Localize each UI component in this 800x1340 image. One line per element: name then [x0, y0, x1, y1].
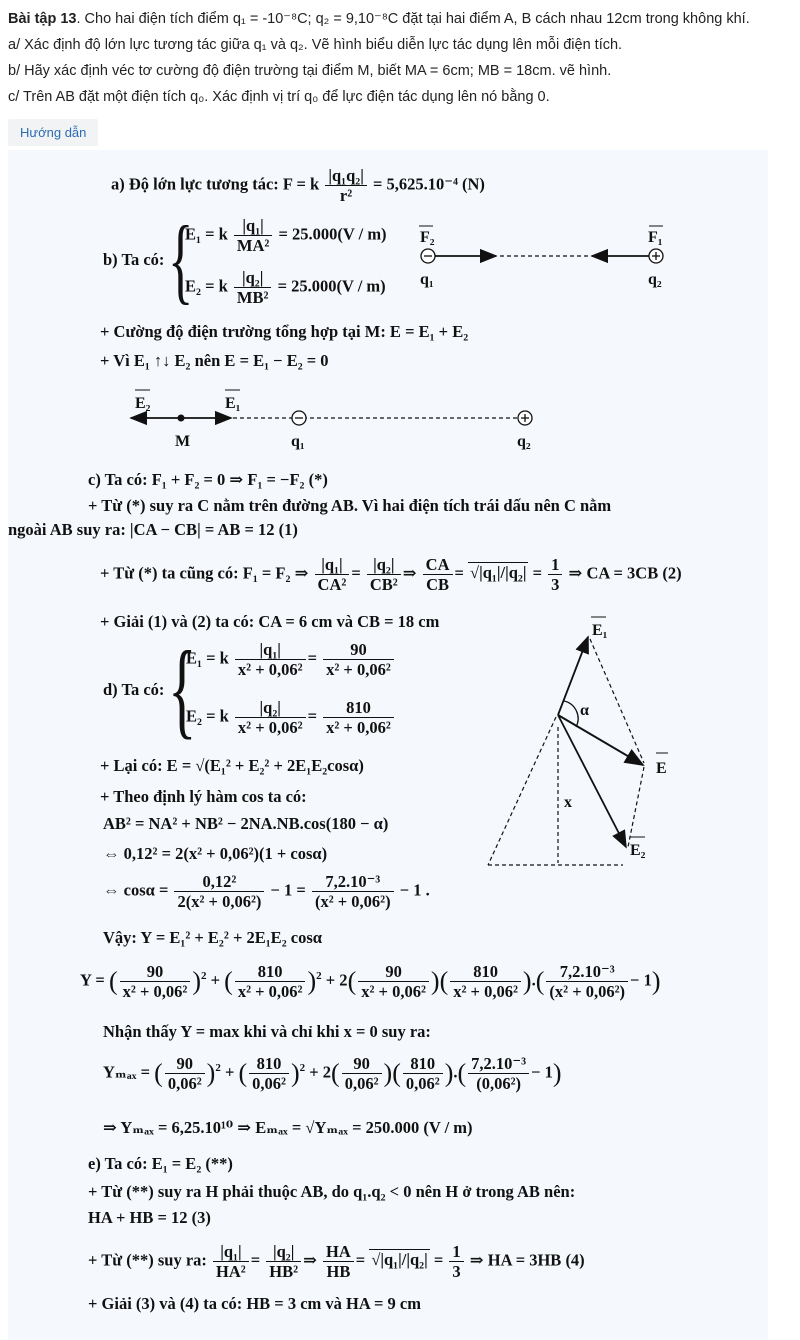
fraction: $\frac{\text{|q₁q₂|}}{\text{r²}}$	[325, 166, 367, 205]
solution-panel	[8, 150, 768, 1340]
solution-b-e1: E₁ = k $\frac{\text{|q₁|}}{\text{MA²}}$ = 25.000(V / m)	[185, 216, 387, 255]
label-m: M	[175, 433, 191, 450]
solution-c-line3: ngoài AB suy ra: |CA − CB| = AB = 12 (1)	[8, 520, 298, 539]
label-alpha: α	[580, 702, 589, 719]
solution-d-e1: E₁ = k $\frac{\text{|q₁|}}{\text{x² + 0,06²}}$ = $\frac{90}{\text{x² + 0,06²}}$	[186, 640, 396, 679]
problem-line-2: a/ Xác định độ lớn lực tương tác giữa q₁ và q₂. Vẽ hình biểu diễn lực tác dụng lên mỗi điện tích.	[8, 37, 623, 53]
label-e1: E₁	[592, 622, 608, 639]
label-q1: q₁	[420, 271, 434, 288]
solution-b-label: b) Ta có:	[103, 250, 165, 269]
problem-line-3: b/ Hãy xác định véc tơ cường độ điện trường tại điểm M, biết MA = 6cm; MB = 18cm. vẽ hình.	[8, 63, 612, 79]
solution-a: a) Độ lớn lực tương tác: F = k $\frac{\text{|q₁q₂|}}{\text{r²}}$ = 5,625.10⁻⁴ (N)	[111, 166, 485, 205]
force-diagram	[408, 220, 678, 290]
solution-d-e2: E₂ = k $\frac{\text{|q₂|}}{\text{x² + 0,06²}}$ = $\frac{810}{\text{x² + 0,06²}}$	[186, 698, 396, 737]
solution-c-line2: + Từ (*) suy ra C nằm trên đường AB. Vì hai điện tích trái dấu nên C nằm	[88, 496, 612, 515]
label-f2: F₂	[420, 229, 435, 246]
problem-title: Bài tập 13	[8, 11, 77, 27]
guide-button[interactable]: Hướng dẫn	[8, 119, 98, 146]
solution-e-line2: + Từ (**) suy ra H phải thuộc AB, do q₁.q₂ < 0 nên H ở trong AB nên:	[88, 1182, 576, 1201]
label-e2: E₂	[135, 395, 151, 412]
field-diagram	[123, 388, 543, 454]
label-e1: E₁	[225, 395, 241, 412]
solution-b-line3: + Cường độ điện trường tổng hợp tại M: E = E₁ + E₂	[100, 322, 469, 341]
label-x: x	[564, 794, 572, 811]
solution-d-line6: ⇔ 0,12² = 2(x² + 0,06²)(1 + cosα)	[103, 844, 328, 863]
label-e2: E₂	[630, 842, 646, 859]
label-e: E	[656, 760, 667, 777]
label-q2: q₂	[517, 433, 531, 450]
solution-ymax-formula: Yₘₐₓ = ( $\frac{90}{\text{0,06²}}$ )$^2$ + ( $\frac{810}{\text{0,06²}}$ )$^2$ + 2( $\frac{90}{\text{0,06²}}$ )( $\frac{810}{\text{0,06²}}$ ).( $\frac{\text{7,2.10⁻³}}{\text{(0,06²)}}$ − 1)	[103, 1054, 562, 1093]
solution-e-line3: HA + HB = 12 (3)	[88, 1208, 211, 1227]
label-q1: q₁	[291, 433, 305, 450]
brace: {	[168, 206, 194, 313]
solution-b-e2: E₂ = k $\frac{\text{|q₂|}}{\text{MB²}}$ = 25.000(V / m)	[185, 268, 386, 307]
problem-line-1: Bài tập 13. Cho hai điện tích điểm q₁ = -10⁻⁸C; q₂ = 9,10⁻⁸C đặt tại hai điểm A, B cách nhau 12cm trong không khí.	[8, 11, 750, 27]
vector-diagram	[468, 615, 698, 875]
label-f1: F₁	[648, 229, 663, 246]
solution-y-formula: Y = ( $\frac{90}{\text{x² + 0,06²}}$ )$^2$ + ( $\frac{810}{\text{x² + 0,06²}}$ )$^2$ + 2( $\frac{90}{\text{x² + 0,06²}}$ )( $\frac{810}{\text{x² + 0,06²}}$ ).( $\frac{\text{7,2.10⁻³}}{\text{(x² + 0,06²)}}$ − 1)	[80, 962, 661, 1001]
problem-line-4: c/ Trên AB đặt một điện tích q₀. Xác định vị trí q₀ để lực điện tác dụng lên nó bằng 0.	[8, 89, 550, 105]
solution-e-line1: e) Ta có: E₁ = E₂ (**)	[88, 1154, 233, 1173]
solution-d-line12: ⇒ Yₘₐₓ = 6,25.10¹⁰ ⇒ Eₘₐₓ = √Yₘₐₓ = 250.000 (V / m)	[103, 1118, 473, 1137]
solution-d-label: d) Ta có:	[103, 680, 165, 699]
solution-d-line4: + Theo định lý hàm cos ta có:	[100, 787, 307, 806]
point-m	[178, 415, 185, 422]
solution-d-line7: ⇔ cosα = $\frac{\text{0,12²}}{\text{2(x² + 0,06²)}}$ − 1 = $\frac{\text{7,2.10⁻³}}{\text{(x² + 0,06²)}}$ − 1 .	[103, 872, 430, 911]
solution-d-line5: AB² = NA² + NB² − 2NA.NB.cos(180 − α)	[103, 814, 389, 833]
solution-e-line5: + Giải (3) và (4) ta có: HB = 3 cm và HA = 9 cm	[88, 1294, 421, 1313]
problem-statement	[0, 0, 800, 110]
solution-c-line1: c) Ta có: F₁ + F₂ = 0 ⇒ F₁ = −F₂ (*)	[88, 470, 328, 489]
solution-b-line4: + Vì E₁ ↑↓ E₂ nên E = E₁ − E₂ = 0	[100, 351, 329, 370]
solution-d-line10: Nhận thấy Y = max khi và chỉ khi x = 0 suy ra:	[103, 1022, 431, 1041]
solution-e-line4: + Từ (**) suy ra: $\frac{\text{|q₁|}}{\text{HA²}}$ = $\frac{\text{|q₂|}}{\text{HB²}}$ ⇒ $\frac{HA}{HB}$ = √|q₁|/|q₂| = $\frac{1}{3}$ ⇒ HA = 3HB (4)	[88, 1242, 585, 1281]
brace: {	[168, 630, 197, 749]
solution-d-line3: + Lại có: E = √(E₁² + E₂² + 2E₁E₂cosα)	[100, 756, 364, 775]
solution-c-line4: + Từ (*) ta cũng có: F₁ = F₂ ⇒ $\frac{\text{|q₁|}}{\text{CA²}}$ = $\frac{\text{|q₂|}}{\text{CB²}}$ ⇒ $\frac{CA}{CB}$ = √|q₁|/|q₂| = $\frac{1}{3}$ ⇒ CA = 3CB (2)	[100, 555, 682, 594]
label-q2: q₂	[648, 271, 662, 288]
solution-d-line8: Vậy: Y = E₁² + E₂² + 2E₁E₂ cosα	[103, 928, 322, 947]
solution-c-line5: + Giải (1) và (2) ta có: CA = 6 cm và CB = 18 cm	[100, 612, 440, 631]
